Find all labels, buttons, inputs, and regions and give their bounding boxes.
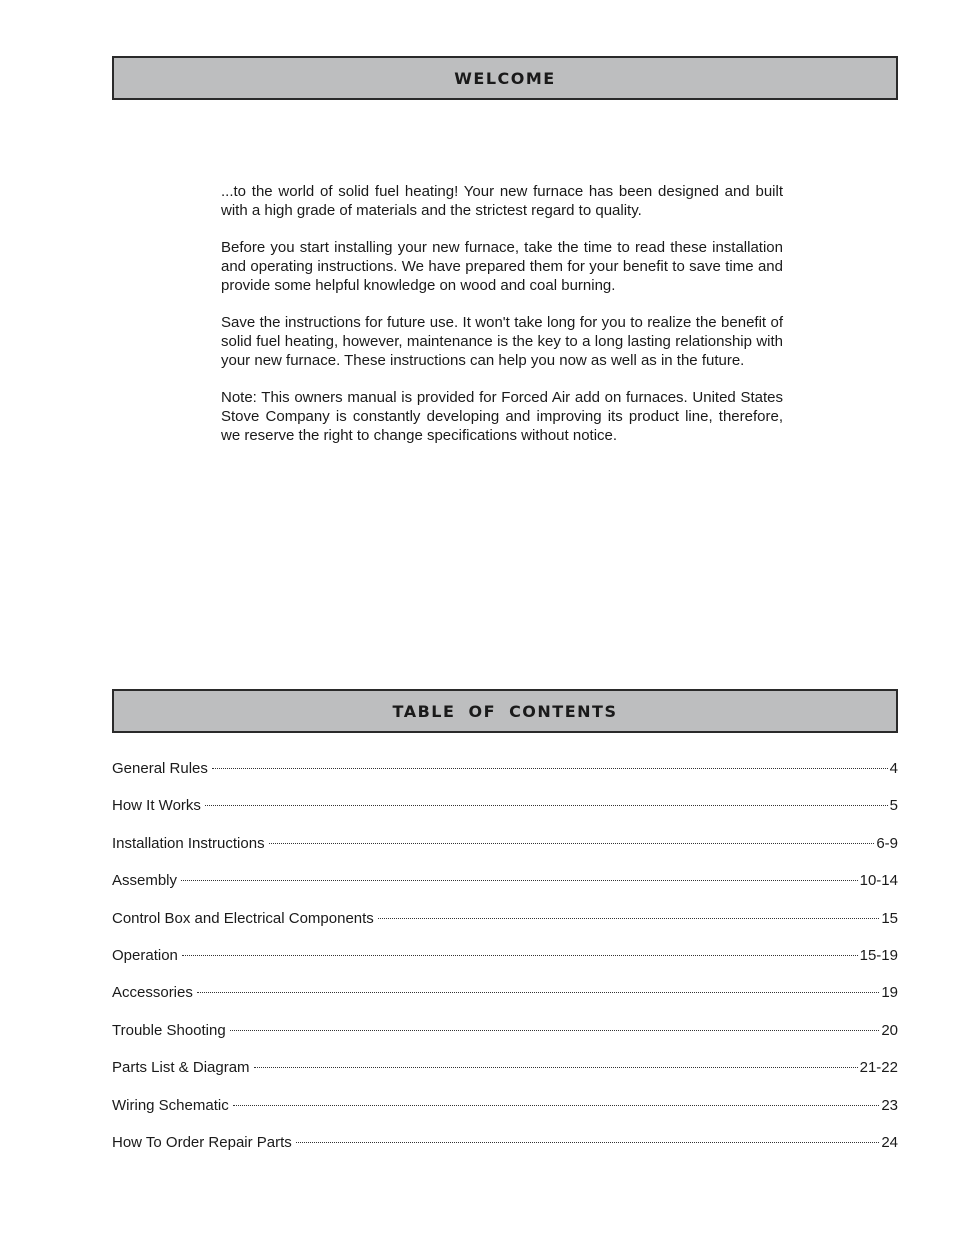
toc-entry-page: 10-14 xyxy=(859,872,898,890)
toc-entry[interactable] xyxy=(112,1134,898,1171)
toc-entry-page: 15-19 xyxy=(859,946,898,964)
welcome-header xyxy=(112,56,898,100)
toc-entry-title: Accessories xyxy=(112,984,193,1002)
toc-entry-title: General Rules xyxy=(112,760,208,777)
toc-entry-title: Trouble Shooting xyxy=(112,1021,226,1039)
toc-entry[interactable] xyxy=(112,760,898,797)
toc-entry-page: 19 xyxy=(881,984,898,1002)
toc-leader-dots xyxy=(233,1105,880,1106)
toc-entry-title: Installation Instructions xyxy=(112,834,265,852)
toc-leader-dots xyxy=(254,1067,858,1068)
toc-entry[interactable] xyxy=(112,835,898,872)
toc-heading: TABLE OF CONTENTS xyxy=(392,701,618,721)
toc-header xyxy=(112,689,898,733)
toc-entry[interactable] xyxy=(112,1097,898,1134)
toc-entry-title: Assembly xyxy=(112,872,178,890)
toc-entry-title: Wiring Schematic xyxy=(112,1096,229,1114)
toc-entry[interactable] xyxy=(112,947,898,984)
toc-entry-page: 5 xyxy=(889,797,898,815)
toc-entry-page: 4 xyxy=(889,760,898,777)
welcome-paragraph: Before you start installing your new furnace, take the time to read these installation and operating instructions. We have prepared them for your benefit to save time and provide some helpful knowledge on wood and coal burning. xyxy=(221,239,783,294)
welcome-paragraph: Note: This owners manual is provided for Forced Air add on furnaces. United States Stove Company is constantly developing and improving its product line, therefore, we reserve the right to change specifications without notice. xyxy=(221,389,783,444)
toc-entry-page: 24 xyxy=(881,1133,898,1151)
toc-leader-dots xyxy=(296,1142,880,1143)
toc-leader-dots xyxy=(378,918,880,919)
toc-entry-page: 15 xyxy=(881,909,898,927)
toc-entry-title: Parts List & Diagram xyxy=(112,1059,250,1077)
toc-leader-dots xyxy=(182,955,858,956)
welcome-body xyxy=(221,182,783,463)
toc-entry-page: 6-9 xyxy=(876,834,898,852)
welcome-heading: WELCOME xyxy=(454,68,556,88)
toc-leader-dots xyxy=(181,880,858,881)
toc-leader-dots xyxy=(230,1030,880,1031)
toc-entry[interactable] xyxy=(112,1059,898,1096)
toc-entry-page: 21-22 xyxy=(859,1059,898,1077)
toc-entry[interactable] xyxy=(112,984,898,1021)
toc-list xyxy=(112,760,898,1171)
toc-entry[interactable] xyxy=(112,872,898,909)
toc-entry[interactable] xyxy=(112,797,898,834)
toc-entry-page: 20 xyxy=(881,1021,898,1039)
toc-entry-title: How To Order Repair Parts xyxy=(112,1133,292,1151)
welcome-paragraph: Save the instructions for future use. It won't take long for you to realize the benefit of solid fuel heating, however, maintenance is the key to a long lasting relationship with your new furnace. These instructions can help you now as well as in the future. xyxy=(221,314,783,369)
toc-leader-dots xyxy=(205,805,888,806)
toc-leader-dots xyxy=(269,843,875,844)
toc-entry[interactable] xyxy=(112,1022,898,1059)
welcome-paragraph: ...to the world of solid fuel heating! Your new furnace has been designed and built with a high grade of materials and the strictest regard to quality. xyxy=(221,183,783,219)
toc-entry-title: Control Box and Electrical Components xyxy=(112,909,374,927)
toc-leader-dots xyxy=(212,768,888,769)
toc-entry[interactable] xyxy=(112,910,898,947)
toc-leader-dots xyxy=(197,992,879,993)
toc-entry-title: How It Works xyxy=(112,797,201,815)
toc-entry-page: 23 xyxy=(881,1096,898,1114)
toc-entry-title: Operation xyxy=(112,946,178,964)
